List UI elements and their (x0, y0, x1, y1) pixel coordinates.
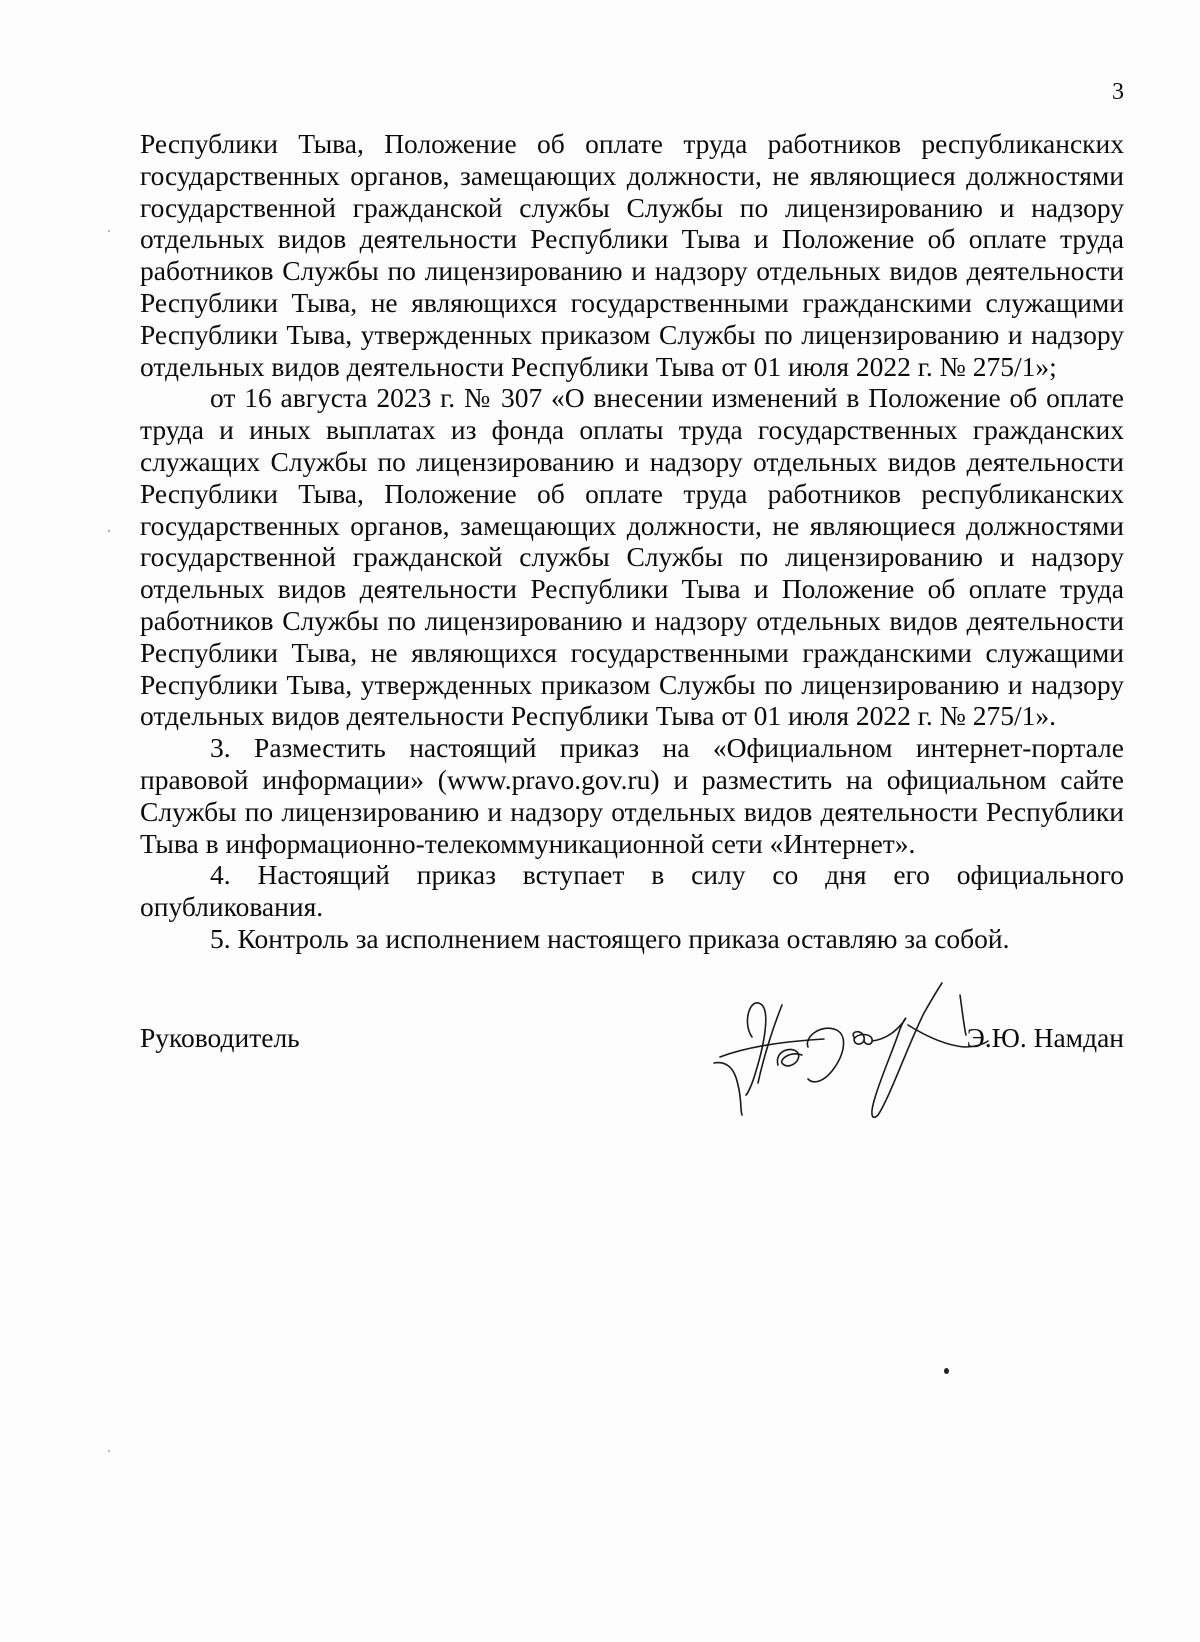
paragraph-2: от 16 августа 2023 г. № 307 «О внесении изменений в Положение об оплате труда и иных выплатах из фонда оплаты труда государственных гражданских служащих Службы по лицензированию и надзору отдельных видов деятельности Республики Тыва, Положение об оплате труда работников республиканских государственных органов, замещающих должности, не являющиеся должностями государственной гражданской службы Службы по лицензированию и надзору отдельных видов деятельности Республики Тыва и Положение об оплате труда работников Службы по лицензированию и надзору отдельных видов деятельности Республики Тыва, не являющихся государственными гражданскими служащими Республики Тыва, утвержденных приказом Службы по лицензированию и надзору отдельных видов деятельности Республики Тыва от 01 июля 2022 г. № 275/1». (140, 382, 1124, 732)
signatory-title: Руководитель (140, 1022, 300, 1053)
page-number: 3 (1112, 79, 1124, 105)
scan-speck (108, 530, 110, 532)
document-body (140, 128, 1124, 955)
handwritten-signature (712, 975, 1012, 1135)
paragraph-3: 3. Разместить настоящий приказ на «Официальном интернет-портале правовой информации» (www.pravo.gov.ru) и разместить на официальном сайте Службы по лицензированию и надзору отдельных видов деятельности Республики Тыва в информационно-телекоммуникационной сети «Интернет». (140, 732, 1124, 859)
scan-speck (108, 230, 110, 232)
paragraph-4: 4. Настоящий приказ вступает в силу со дня его официального опубликования. (140, 859, 1124, 923)
scan-speck (108, 1450, 110, 1452)
signatory-name: Э.Ю. Намдан (966, 1022, 1124, 1053)
paragraph-1: Республики Тыва, Положение об оплате труда работников республиканских государственных органов, замещающих должности, не являющиеся должностями государственной гражданской службы Службы по лицензированию и надзору отдельных видов деятельности Республики Тыва и Положение об оплате труда работников Службы по лицензированию и надзору отдельных видов деятельности Республики Тыва, не являющихся государственными гражданскими служащими Республики Тыва, утвержденных приказом Службы по лицензированию и надзору отдельных видов деятельности Республики Тыва от 01 июля 2022 г. № 275/1»; (140, 128, 1124, 382)
paragraph-5: 5. Контроль за исполнением настоящего приказа оставляю за собой. (210, 922, 1010, 954)
scan-speck (944, 1368, 949, 1374)
